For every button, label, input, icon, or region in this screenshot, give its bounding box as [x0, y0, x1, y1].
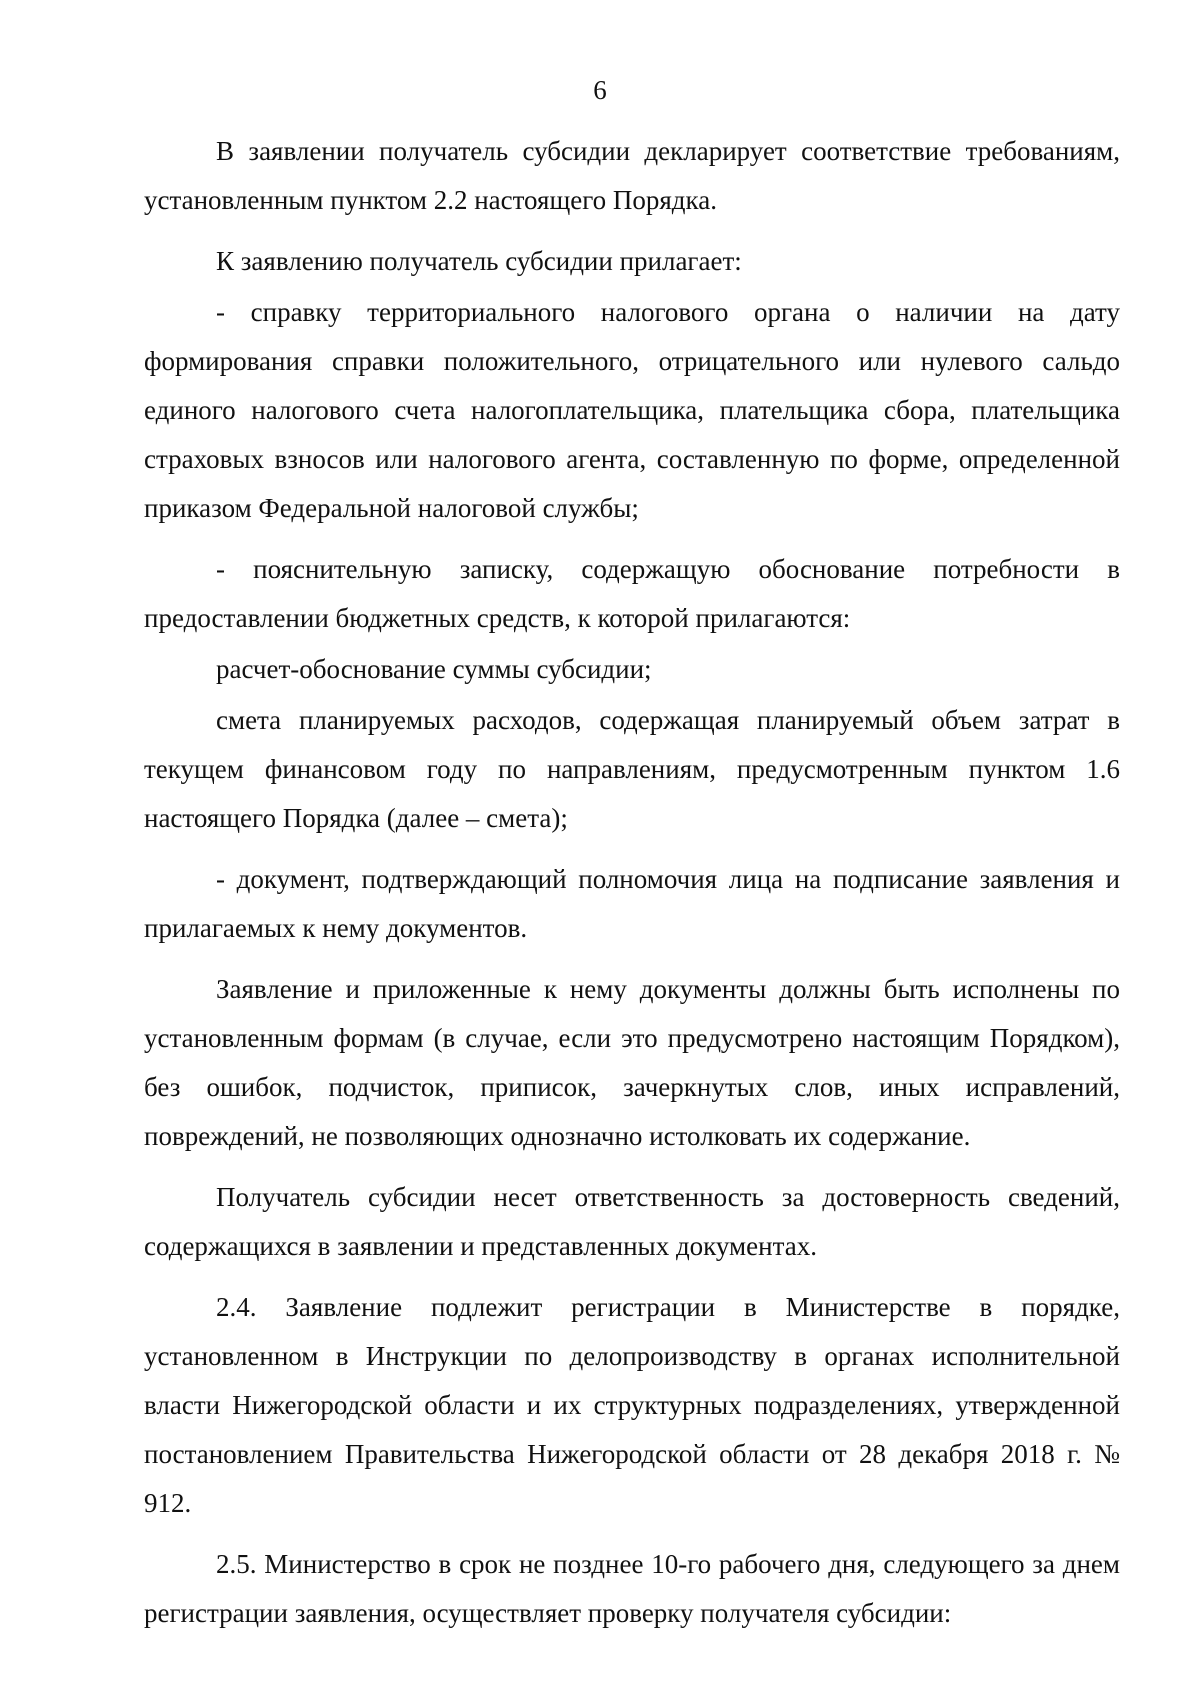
paragraph-estimate: смета планируемых расходов, содержащая планируемый объем затрат в текущем финансовом году по направлениям, предусмотренным пунктом 1.6 настоящего Порядка (далее – смета);	[144, 705, 1120, 833]
paragraph-forms-requirements: Заявление и приложенные к нему документы должны быть исполнены по установленным формам (в случае, если это предусмотрено настоящим Порядком), без ошибок, подчисток, приписок, зачеркнутых слов, иных исправлений, повреждений, не позволяющих однозначно истолковать их содержание.	[144, 974, 1120, 1151]
paragraph-section-2-5: 2.5. Министерство в срок не позднее 10-го рабочего дня, следующего за днем регистрации заявления, осуществляет проверку получателя субсидии:	[144, 1549, 1120, 1628]
paragraph-explanatory-note: - пояснительную записку, содержащую обоснование потребности в предоставлении бюджетных средств, к которой прилагаются:	[144, 554, 1120, 633]
paragraph-attachments-intro: К заявлению получатель субсидии прилагает:	[216, 246, 742, 276]
paragraph-authority-document: - документ, подтверждающий полномочия лица на подписание заявления и прилагаемых к нему документов.	[144, 864, 1120, 943]
paragraph-declaration: В заявлении получатель субсидии декларирует соответствие требованиям, установленным пунктом 2.2 настоящего Порядка.	[144, 136, 1120, 215]
paragraph-tax-certificate: - справку территориального налогового органа о наличии на дату формирования справки положительного, отрицательного или нулевого сальдо единого налогового счета налогоплательщика, плательщика сбора, плательщика страховых взносов или налогового агента, составленную по форме, определенной приказом Федеральной налоговой службы;	[144, 297, 1120, 523]
document-body	[144, 127, 1120, 1650]
paragraph-responsibility: Получатель субсидии несет ответственность за достоверность сведений, содержащихся в заявлении и представленных документах.	[144, 1182, 1120, 1261]
paragraph-calculation: расчет-обоснование суммы субсидии;	[216, 654, 652, 684]
page-number: 6	[593, 75, 607, 105]
paragraph-section-2-4: 2.4. Заявление подлежит регистрации в Министерстве в порядке, установленном в Инструкции по делопроизводству в органах исполнительной власти Нижегородской области и их структурных подразделениях, утвержденной постановлением Правительства Нижегородской области от 28 декабря 2018 г. № 912.	[144, 1292, 1120, 1518]
